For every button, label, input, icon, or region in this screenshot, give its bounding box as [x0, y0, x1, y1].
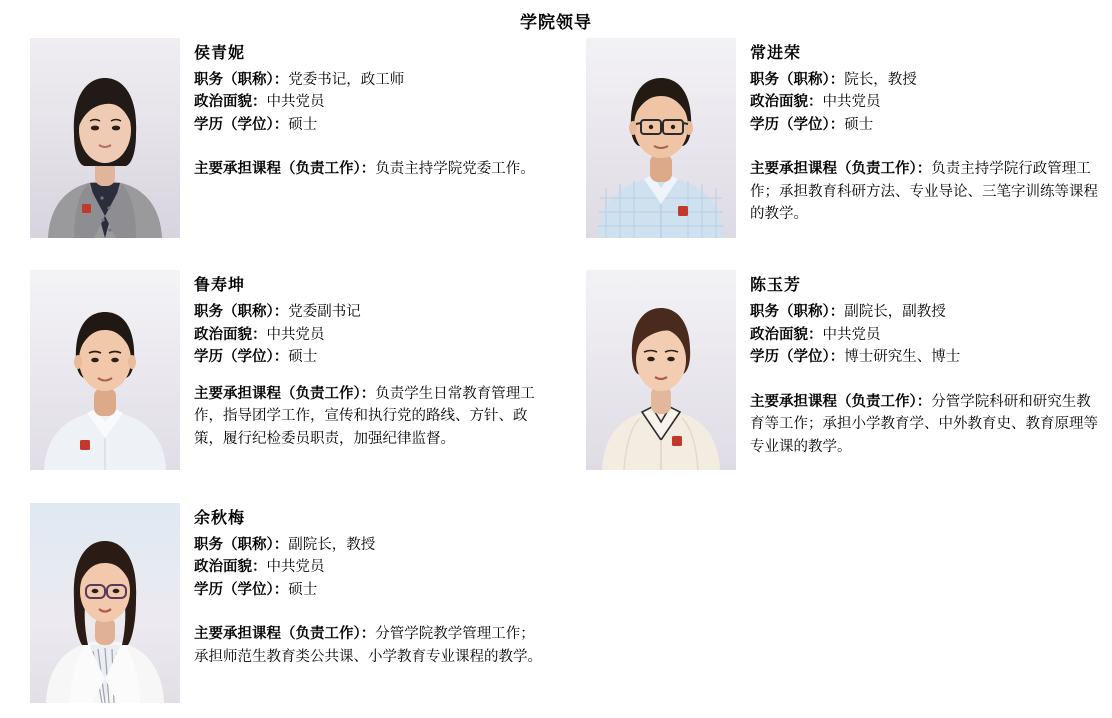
row-spacer	[0, 473, 1112, 503]
leader-photo-wrapper	[556, 270, 750, 472]
leader-card	[0, 270, 556, 472]
label-courses: 主要承担课程（负责工作）：	[750, 393, 932, 410]
value-education: 硕士	[844, 116, 874, 133]
leader-education	[750, 114, 1102, 136]
leader-political	[194, 556, 546, 578]
value-courses: 负责学生日常教育管理工作，指导团学工作，宣传和执行党的路线、方针、政策，履行纪检委员职责，加强纪律监督。	[194, 385, 535, 447]
portrait-illustration	[586, 38, 736, 238]
row-spacer	[0, 240, 1112, 270]
value-courses: 负责主持学院党委工作。	[375, 161, 535, 178]
leader-education	[194, 114, 546, 136]
leaders-row	[0, 38, 1112, 240]
label-education: 学历（学位）：	[194, 581, 289, 598]
leader-info	[750, 270, 1112, 472]
label-position: 职务（职称）：	[194, 72, 289, 88]
label-political: 政治面貌：	[750, 326, 823, 343]
leader-courses	[194, 383, 546, 450]
leader-info	[750, 38, 1112, 240]
leader-political	[194, 91, 546, 113]
label-position: 职务（职称）：	[194, 304, 289, 321]
leaders-row	[0, 503, 1112, 703]
leader-name: 常进荣	[750, 45, 802, 62]
label-position: 职务（职称）：	[750, 72, 845, 88]
leaders-row	[0, 270, 1112, 472]
value-education: 硕士	[288, 581, 318, 598]
label-education: 学历（学位）：	[194, 116, 289, 133]
label-education: 学历（学位）：	[750, 349, 845, 366]
label-position: 职务（职称）：	[194, 536, 289, 553]
leader-photo-wrapper	[0, 503, 194, 703]
value-education: 博士研究生、博士	[844, 349, 961, 366]
leader-card	[556, 38, 1112, 240]
label-courses: 主要承担课程（负责工作）：	[194, 385, 376, 402]
leader-info	[194, 270, 556, 472]
label-political: 政治面貌：	[194, 94, 267, 111]
value-position: 院长，教授	[844, 72, 917, 88]
leader-education	[194, 346, 546, 368]
value-position: 党委副书记	[288, 304, 361, 321]
value-position: 党委书记，政工师	[288, 72, 405, 88]
leader-card-empty	[556, 503, 1112, 703]
portrait-photo-chen	[586, 270, 736, 470]
leader-photo-wrapper	[0, 38, 194, 240]
leader-photo-wrapper	[0, 270, 194, 472]
leader-courses	[750, 391, 1102, 458]
page-title: 学院领导	[520, 13, 592, 32]
leader-card	[0, 38, 556, 240]
leaders-grid	[0, 38, 1112, 703]
leader-card	[556, 270, 1112, 472]
portrait-illustration	[30, 503, 180, 703]
value-position: 副院长，教授	[288, 536, 376, 553]
value-political: 中共党员	[822, 94, 881, 111]
value-education: 硕士	[288, 116, 318, 133]
leader-card	[0, 503, 556, 703]
leader-name: 侯青妮	[194, 45, 246, 62]
leader-name: 陈玉芳	[750, 277, 802, 295]
value-political: 中共党员	[266, 559, 325, 576]
value-political: 中共党员	[266, 94, 325, 111]
leader-info	[194, 38, 556, 240]
portrait-photo-chang	[586, 38, 736, 238]
label-political: 政治面貌：	[194, 559, 267, 576]
portrait-illustration	[586, 270, 736, 470]
leader-position	[750, 69, 1102, 91]
portrait-photo-hou	[30, 38, 180, 238]
label-political: 政治面貌：	[194, 326, 267, 343]
value-political: 中共党员	[266, 326, 325, 343]
value-education: 硕士	[288, 349, 318, 366]
label-political: 政治面貌：	[750, 94, 823, 111]
value-courses: 分管学院教学管理工作；承担师范生教育类公共课、小学教育专业课程的教学。	[194, 626, 542, 665]
leader-photo-wrapper	[556, 38, 750, 240]
leader-name: 鲁寿坤	[194, 277, 246, 295]
leader-education	[194, 579, 546, 601]
leader-political	[750, 324, 1102, 346]
leader-position	[194, 69, 546, 91]
label-position: 职务（职称）：	[750, 304, 845, 321]
value-position: 副院长，副教授	[844, 304, 946, 321]
leader-education	[750, 346, 1102, 368]
leader-political	[750, 91, 1102, 113]
leader-position	[750, 301, 1102, 323]
portrait-illustration	[30, 38, 180, 238]
label-courses: 主要承担课程（负责工作）：	[194, 626, 376, 643]
portrait-photo-lu	[30, 270, 180, 470]
portrait-photo-yu	[30, 503, 180, 703]
value-courses: 负责主持学院行政管理工作；承担教育科研方法、专业导论、三笔字训练等课程的教学。	[750, 161, 1098, 223]
portrait-illustration	[30, 270, 180, 470]
leader-courses	[194, 158, 546, 180]
leader-name: 余秋梅	[194, 509, 246, 527]
leader-political	[194, 324, 546, 346]
leader-courses	[194, 623, 546, 668]
leader-position	[194, 301, 546, 323]
value-political: 中共党员	[822, 326, 881, 343]
label-education: 学历（学位）：	[750, 116, 845, 133]
value-courses: 分管学院科研和研究生教育等工作；承担小学教育学、中外教育史、教育原理等专业课的教学。	[750, 393, 1098, 455]
label-education: 学历（学位）：	[194, 349, 289, 366]
leader-courses	[750, 158, 1102, 225]
label-courses: 主要承担课程（负责工作）：	[194, 161, 376, 178]
label-courses: 主要承担课程（负责工作）：	[750, 161, 932, 178]
leader-info	[194, 503, 556, 703]
leader-position	[194, 534, 546, 556]
